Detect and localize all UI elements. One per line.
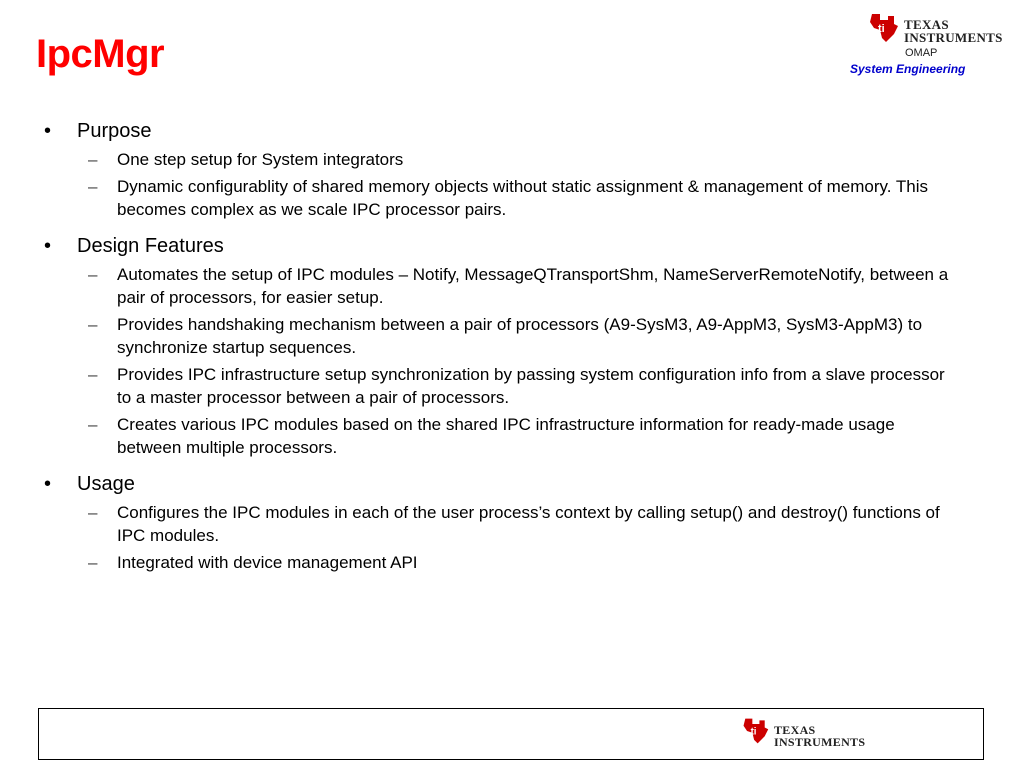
slide-content [44, 118, 964, 586]
bullet-icon: • [44, 120, 52, 142]
section-heading: • Design Features [44, 235, 224, 257]
dash-icon: – [88, 415, 98, 434]
list-item: – Creates various IPC modules based on the shared IPC infrastructure information for ready-made usage between multiple processors. [88, 415, 895, 457]
list-item: – Configures the IPC modules in each of the user process’s context by calling setup() and destroy() functions of IPC modules. [88, 503, 940, 545]
dash-icon: – [88, 553, 98, 572]
bullet-icon: • [44, 473, 52, 495]
list-item: – Provides IPC infrastructure setup synchronization by passing system configuration info from a slave processor to a master processor between a pair of processors. [88, 365, 945, 407]
slide-title: IpcMgr [36, 32, 165, 76]
ti-logo-top-text: TEXAS INSTRUMENTS [904, 17, 1003, 45]
dash-icon: – [88, 315, 98, 334]
section-heading: • Usage [44, 473, 135, 495]
list-item: – One step setup for System integrators [88, 150, 404, 169]
dash-icon: – [88, 503, 98, 522]
ti-state-icon [740, 716, 770, 746]
list-item: – Provides handshaking mechanism between a pair of processors (A9-SysM3, A9-AppM3, SysM3-AppM3) to synchronize startup sequences. [88, 315, 923, 357]
list-item: – Automates the setup of IPC modules – Notify, MessageQTransportShm, NameServerRemoteNotify, between a pair of processors, for easier setup. [88, 265, 949, 307]
list-item: – Integrated with device management API [88, 553, 418, 572]
ti-logo-bottom-text: TEXAS INSTRUMENTS [774, 723, 866, 749]
svg-text:ti: ti [878, 23, 885, 35]
svg-text:ti: ti [750, 726, 757, 738]
dash-icon: – [88, 265, 98, 284]
section-usage [44, 471, 964, 574]
system-engineering-label: System Engineering [850, 62, 966, 76]
bullet-icon: • [44, 235, 52, 257]
ti-logo-bottom [740, 716, 880, 752]
ti-state-icon [866, 12, 900, 44]
dash-icon: – [88, 177, 98, 196]
section-design-features [44, 233, 964, 459]
omap-label: OMAP [905, 47, 938, 59]
dash-icon: – [88, 365, 98, 384]
dash-icon: – [88, 150, 98, 169]
list-item: – Dynamic configurablity of shared memory objects without static assignment & management of memory. This becomes complex as we scale IPC processor pairs. [88, 177, 928, 219]
section-purpose [44, 118, 964, 221]
section-heading: • Purpose [44, 120, 152, 142]
